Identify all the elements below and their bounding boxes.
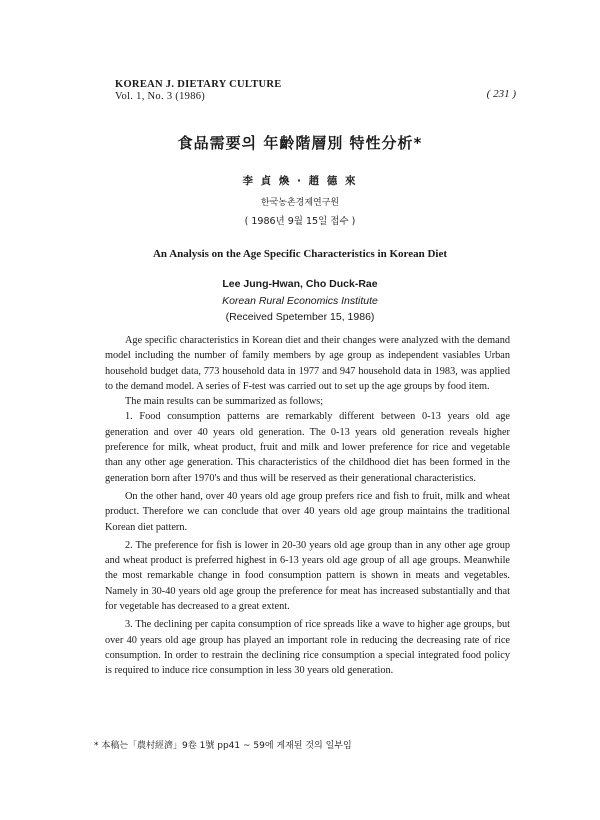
korean-received-date: ( 1986년 9월 15일 접수 ) <box>244 216 356 227</box>
english-affiliation: Korean Rural Economics Institute <box>222 295 378 307</box>
page-number: ( 231 ) <box>486 88 516 100</box>
journal-header <box>115 79 282 103</box>
journal-volume: Vol. 1, No. 3 (1986) <box>115 91 206 102</box>
english-authors: Lee Jung-Hwan, Cho Duck-Rae <box>222 278 378 290</box>
korean-authors: 李 貞 煥 · 趙 德 來 <box>242 175 358 187</box>
abstract-paragraph: 2. The preference for fish is lower in 20-30 years old age group than in any other age group and wheat product is preferred highest in 6-13 years old age group of all age groups. Meanwhile the most remarkable change in food consumption pattern is shown in meats and vegetables. Namely in 30-40 years old age group the preference for meat has increased substantially and that for vegetable has decreased to a great extent. <box>105 539 510 613</box>
footnote: * 本稿는「農村經濟」9卷 1號 pp41 ~ 59에 게재된 것의 일부임 <box>94 741 352 751</box>
english-received-date: (Received Spetember 15, 1986) <box>225 311 375 323</box>
abstract-paragraph: 1. Food consumption patterns are remarkably different between 0-13 years old age generation and over 40 years old generation. The 0-13 years old generation reveals higher preference for milk, wheat product, fruit and milk and lower preference for rice and vegetable than any other age generation. This characteristics of the childhood diet has been formed in the generation born after 1970's and thus will be reserved as their generational characteristics. <box>105 411 510 484</box>
abstract-body <box>105 333 510 679</box>
abstract-paragraph: 3. The declining per capita consumption of rice spreads like a wave to higher age groups, but over 40 years old age group has played an important role in reducing the decreasing rate of rice consumption. In order to restrain the declining rice consumption a special integrated food policy is required to induce rice consumption in less 30 years old generation. <box>105 619 510 677</box>
english-title: An Analysis on the Age Specific Characteristics in Korean Diet <box>152 248 448 260</box>
korean-title: 食品需要의 年齡階層別 特性分析* <box>177 134 423 152</box>
abstract-paragraph: Age specific characteristics in Korean diet and their changes were analyzed with the demand model including the number of family members by age group as independent vasiables Urban household budget data, 773 household data in 1977 and 947 household data in 1983, was applied to the demand model. A series of F-test was carried out to set up the age groups by food item. <box>105 335 510 392</box>
journal-name: KOREAN J. DIETARY CULTURE <box>115 79 282 90</box>
abstract-paragraph: The main results can be summarized as follows; <box>125 396 324 408</box>
korean-affiliation: 한국농촌경제연구원 <box>260 198 340 208</box>
abstract-paragraph: On the other hand, over 40 years old age group prefers rice and fish to fruit, milk and wheat product. Therefore we can conclude that over 40 years old age group maintains the traditional Korean diet pattern. <box>105 490 510 533</box>
